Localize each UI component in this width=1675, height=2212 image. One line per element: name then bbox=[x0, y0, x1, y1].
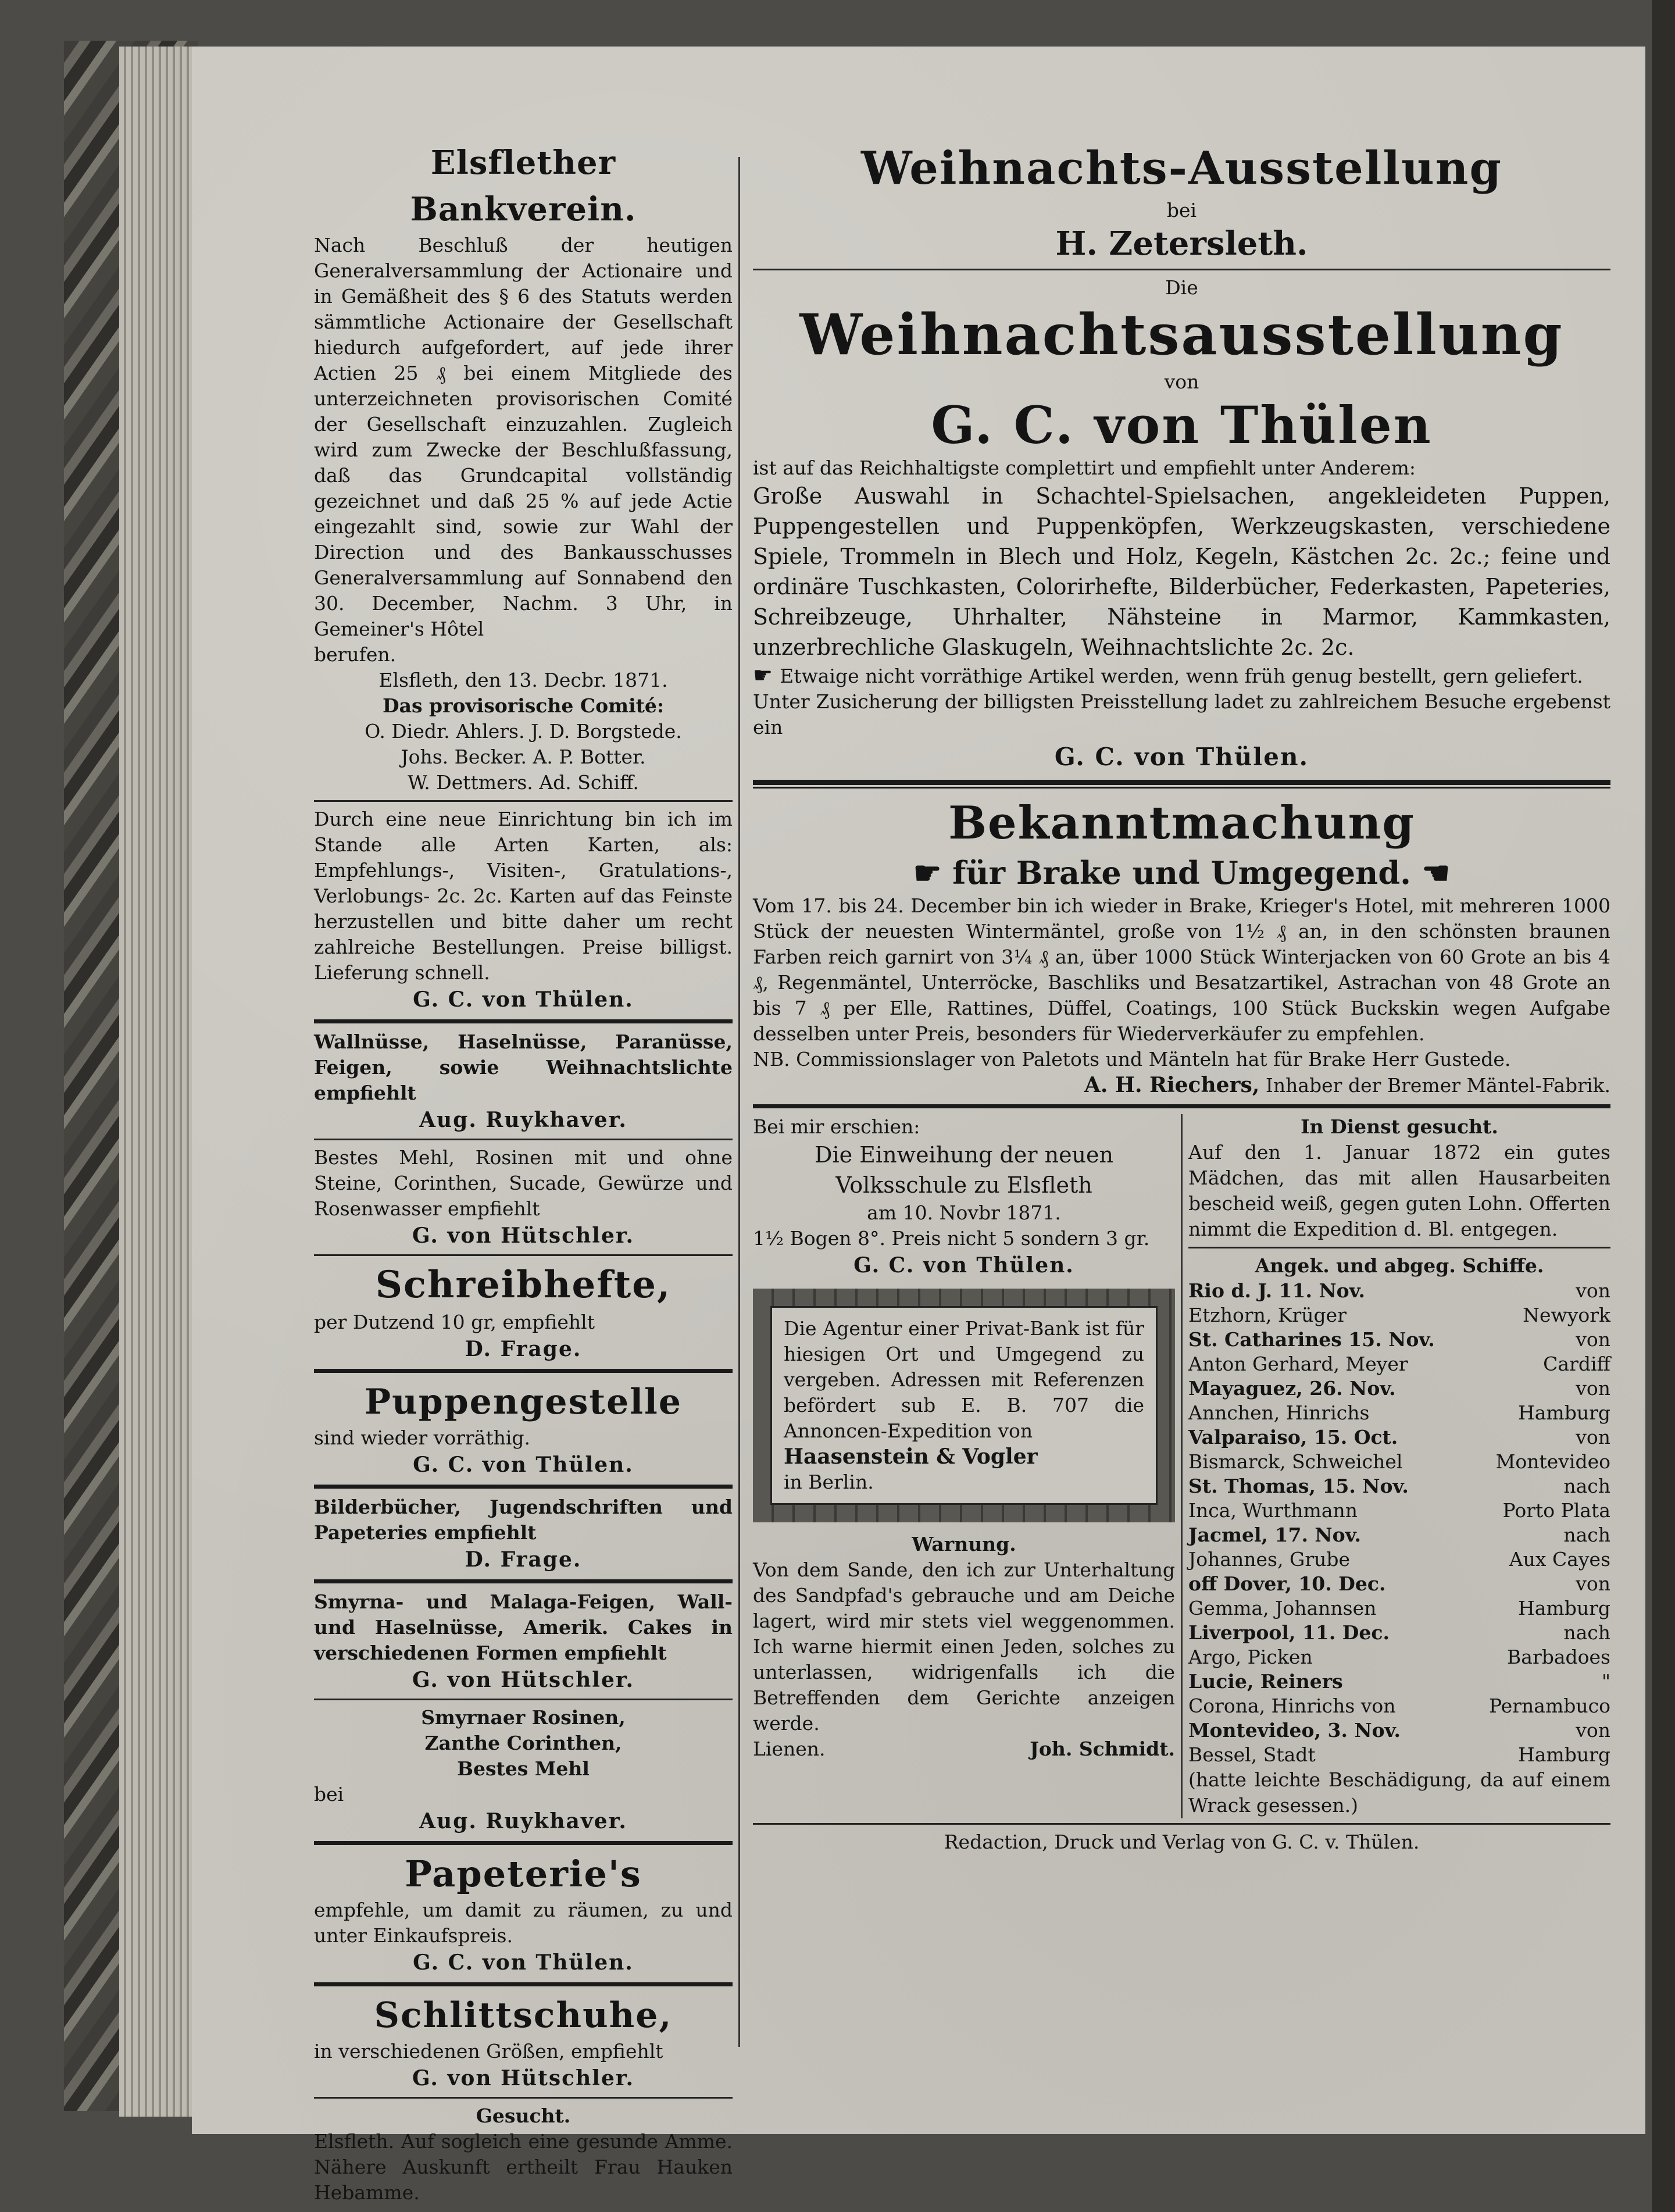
ad-body: Große Auswahl in Schachtel-Spielsachen, angekleideten Puppen, Puppengestellen und Puppenköpfen, Werkzeugskasten, verschiedene Spiele, Trommeln in Blech und Holz, Kegeln, Kästchen 2c. 2c.; feine und ordinäre Tuschkasten, Colorirhefte, Bilderbücher, Federkasten, Papeteries, Schreibzeuge, Uhrhalter, Nähsteine in Marmor, Kammkasten, unzerbrechliche Glaskugeln, Weihnachtslichte 2c. 2c. bbox=[753, 483, 1610, 660]
ad-privatbank-box bbox=[753, 1289, 1175, 1522]
ship-port: von bbox=[1576, 1377, 1610, 1400]
ad-title: Die Einweihung der neuen Volksschule zu Elsfleth bbox=[814, 1142, 1113, 1198]
ship-entry: Rio d. J. 11. Nov. bbox=[1188, 1279, 1365, 1302]
divider bbox=[314, 1841, 733, 1845]
ad-signature: G. C. von Thülen. bbox=[413, 1453, 634, 1477]
ad-city: in Berlin. bbox=[784, 1471, 874, 1493]
ship-port: von bbox=[1576, 1426, 1610, 1448]
ad-footer bbox=[753, 1736, 1175, 1762]
ship-row bbox=[1188, 1474, 1610, 1499]
ad-title: Puppengestelle bbox=[365, 1382, 682, 1422]
scan-border bbox=[1652, 0, 1675, 2212]
ship-entry: Etzhorn, Krüger bbox=[1188, 1304, 1347, 1326]
ship-entry: Annchen, Hinrichs bbox=[1188, 1401, 1370, 1424]
ad-signature: G. von Hütschler. bbox=[412, 1668, 635, 1692]
ad-text: berufen. bbox=[314, 643, 397, 666]
ship-port: Aux Cayes bbox=[1509, 1548, 1610, 1571]
ship-entry: Anton Gerhard, Meyer bbox=[1188, 1353, 1408, 1375]
ad-title: Weihnachtsausstellung bbox=[799, 302, 1564, 368]
ad-title: Elsflether Bankverein. bbox=[410, 144, 637, 229]
ad-title: Papeterie's bbox=[405, 1853, 642, 1895]
ship-port: von bbox=[1576, 1279, 1610, 1302]
column-rule bbox=[1181, 1114, 1183, 1818]
ad-signature: G. C. von Thülen. bbox=[413, 1950, 634, 1975]
divider bbox=[753, 780, 1610, 789]
ad-name: H. Zetersleth. bbox=[1055, 224, 1308, 263]
ad-signature: Joh. Schmidt. bbox=[1030, 1738, 1175, 1760]
ad-privatbank bbox=[770, 1306, 1158, 1505]
ship-entry: Liverpool, 11. Dec. bbox=[1188, 1621, 1390, 1644]
ad-subtitle bbox=[753, 852, 1610, 893]
ad-signature bbox=[753, 1072, 1610, 1098]
divider bbox=[314, 1019, 733, 1023]
ship-entry: Montevideo, 3. Nov. bbox=[1188, 1719, 1401, 1742]
ship-port: Newyork bbox=[1523, 1304, 1610, 1326]
ad-bilderbuecher bbox=[314, 1494, 733, 1574]
ad-line: Bestes Mehl bbox=[457, 1757, 590, 1780]
ships-note: (hatte leichte Beschädigung, da auf einem Wrack gesessen.) bbox=[1188, 1768, 1610, 1817]
ship-entry: Johannes, Grube bbox=[1188, 1548, 1351, 1571]
ship-row bbox=[1188, 1499, 1610, 1523]
ship-port: Cardiff bbox=[1543, 1353, 1610, 1375]
ad-date: am 10. Novbr 1871. bbox=[867, 1201, 1061, 1224]
divider bbox=[314, 1699, 733, 1700]
ship-entry: off Dover, 10. Dec. bbox=[1188, 1572, 1386, 1595]
ad-body: Smyrna- und Malaga-Feigen, Wall- und Haselnüsse, Amerik. Cakes in verschiedenen Formen empfiehlt bbox=[314, 1590, 733, 1664]
ad-text: Bei mir erschien: bbox=[753, 1115, 920, 1138]
ad-date: Elsfleth, den 13. Decbr. 1871. bbox=[378, 669, 668, 691]
divider bbox=[314, 1982, 733, 1986]
pointing-hand-icon: ☛ bbox=[913, 854, 953, 891]
ad-smyrna bbox=[314, 1589, 733, 1694]
ad-body: Wallnüsse, Haselnüsse, Paranüsse, Feigen, sowie Weihnachtslichte empfiehlt bbox=[314, 1030, 733, 1104]
ships-title: Angek. und abgeg. Schiffe. bbox=[1255, 1254, 1544, 1277]
ship-row bbox=[1188, 1572, 1610, 1596]
ship-port: Hamburg bbox=[1517, 1743, 1610, 1766]
ad-body: Von dem Sande, den ich zur Unterhaltung des Sandpfad's gebrauche und am Deiche lagert, wird mir stets viel weggenommen. Ich warne hiermit einen Jeden, solches zu unterlassen, widrigenfalls ich die Betreffenden dem Gerichte anzeigen werde. bbox=[753, 1558, 1175, 1735]
ship-entry: Argo, Picken bbox=[1188, 1646, 1313, 1668]
ad-note bbox=[753, 662, 1610, 689]
ship-entry: Lucie, Reiners bbox=[1188, 1670, 1343, 1693]
ad-signature: D. Frage. bbox=[465, 1337, 582, 1361]
ship-row bbox=[1188, 1621, 1610, 1645]
subcolumns bbox=[753, 1114, 1610, 1818]
ad-subtitle-text: für Brake und Umgegend. bbox=[952, 854, 1411, 891]
divider bbox=[753, 269, 1610, 270]
ship-row bbox=[1188, 1743, 1610, 1767]
ad-line: Smyrnaer Rosinen, bbox=[421, 1706, 626, 1729]
ad-signature: G. C. von Thülen. bbox=[1054, 743, 1309, 771]
ship-row bbox=[1188, 1669, 1610, 1694]
ad-body: Elsfleth. Auf sogleich eine gesunde Amme. Nähere Auskunft ertheilt Frau Hauken Hebamme. bbox=[314, 2130, 733, 2204]
ad-title: Weihnachts-Ausstellung bbox=[861, 142, 1502, 195]
ad-signature: G. von Hütschler. bbox=[412, 2066, 635, 2090]
pointing-hand-icon: ☛ bbox=[753, 662, 780, 688]
ship-row bbox=[1188, 1328, 1610, 1352]
ad-bekanntmachung bbox=[753, 794, 1610, 1098]
page-stack-edge bbox=[119, 47, 201, 2117]
ship-row bbox=[1188, 1401, 1610, 1425]
ad-firm: Haasenstein & Vogler bbox=[784, 1444, 1038, 1469]
ad-signature: G. C. von Thülen. bbox=[413, 987, 634, 1012]
ad-body: Nach Beschluß der heutigen Generalversammlung der Actionaire und in Gemäßheit des § 6 des Statuts werden sämmtliche Actionaire der Gesellschaft hiedurch aufgefordert, auf jede ihrer Actien 25 ₰ bei einem Mitgliede des unterzeichneten provisorischen Comité der Gesellschaft einzuzahlen. Zugleich wird zum Zwecke der Beschlußfassung, daß das Grundcapital vollständig gezeichnet und daß 25 % auf jede Actie eingezahlt sind, sowie zur Wahl der Direction und des Bankausschusses Generalversammlung auf Sonnabend den 30. December, Nachm. 3 Uhr, in Gemeiner's Hôtel bbox=[314, 234, 733, 640]
ad-papeteries bbox=[314, 1851, 733, 1976]
ad-title: Bekanntmachung bbox=[948, 797, 1415, 850]
ship-entry: Gemma, Johannsen bbox=[1188, 1597, 1377, 1619]
ship-port: nach bbox=[1563, 1621, 1610, 1644]
divider bbox=[314, 1139, 733, 1140]
ad-names: W. Dettmers. Ad. Schiff. bbox=[408, 771, 639, 794]
ad-body: Bestes Mehl, Rosinen mit und ohne Steine, Corinthen, Sucade, Gewürze und Rosenwasser empfiehlt bbox=[314, 1146, 733, 1220]
ad-weihnachtsausstellung-thuelen bbox=[753, 275, 1610, 774]
ship-port: Hamburg bbox=[1517, 1401, 1610, 1424]
ship-port: Montevideo bbox=[1495, 1450, 1610, 1473]
ship-entry: Valparaiso, 15. Oct. bbox=[1188, 1426, 1398, 1448]
ship-entry: Inca, Wurthmann bbox=[1188, 1499, 1358, 1522]
ad-text: Unter Zusicherung der billigsten Preisstellung ladet zu zahlreichem Besuche ergebenst ein bbox=[753, 690, 1610, 738]
ad-gesucht bbox=[314, 2103, 733, 2206]
ships-list bbox=[1188, 1279, 1610, 1767]
ad-names: Johs. Becker. A. P. Botter. bbox=[401, 745, 646, 768]
ad-body: Durch eine neue Einrichtung bin ich im Stande alle Arten Karten, als: Empfehlungs-, Visiten-, Gratulations-, Verlobungs- 2c. 2c. Karten auf das Feinste herzustellen und bitte daher um recht zahlreiche Bestellungen. Preise billigst. Lieferung schnell. bbox=[314, 808, 733, 984]
right-column bbox=[753, 140, 1610, 1855]
ad-body: in verschiedenen Größen, empfiehlt bbox=[314, 2040, 663, 2063]
ad-signature-name: A. H. Riechers, bbox=[1084, 1073, 1260, 1097]
divider bbox=[753, 1104, 1610, 1108]
ad-note: NB. Commissionslager von Paletots und Mänteln hat für Brake Herr Gustede. bbox=[753, 1048, 1511, 1071]
ad-title: Schlittschuhe, bbox=[374, 1995, 673, 2036]
ship-row bbox=[1188, 1450, 1610, 1474]
divider bbox=[314, 1485, 733, 1489]
subcolumn-left bbox=[753, 1114, 1175, 1818]
ad-body: Die Agentur einer Privat-Bank ist für hiesigen Ort und Umgegend zu vergeben. Adressen mit Referenzen befördert sub E. B. 707 die Annoncen-Expedition von bbox=[784, 1317, 1144, 1442]
ship-row bbox=[1188, 1425, 1610, 1450]
ship-row bbox=[1188, 1645, 1610, 1669]
ship-port: von bbox=[1576, 1572, 1610, 1595]
ad-signature: Aug. Ruykhaver. bbox=[419, 1108, 627, 1132]
ad-text: von bbox=[1164, 370, 1199, 393]
left-column bbox=[314, 140, 733, 2206]
page-footer: Redaction, Druck und Verlag von G. C. v. Thülen. bbox=[944, 1831, 1420, 1853]
ad-intro: ist auf das Reichhaltigste complettirt und empfiehlt unter Anderem: bbox=[753, 456, 1416, 479]
ship-port: nach bbox=[1563, 1475, 1610, 1497]
ad-text: Die bbox=[1165, 276, 1198, 299]
ad-committee: Das provisorische Comité: bbox=[382, 694, 665, 717]
ad-line: Zanthe Corinthen, bbox=[424, 1732, 622, 1754]
ad-signature-title: Inhaber der Bremer Mäntel-Fabrik. bbox=[1265, 1074, 1610, 1097]
ad-title: Warnung. bbox=[912, 1533, 1016, 1555]
ad-body: empfehle, um damit zu räumen, zu und unter Einkaufspreis. bbox=[314, 1899, 733, 1947]
divider bbox=[314, 1369, 733, 1373]
divider bbox=[314, 2097, 733, 2099]
ad-nuesse bbox=[314, 1029, 733, 1134]
ship-port: von bbox=[1576, 1719, 1610, 1742]
ad-place: Lienen. bbox=[753, 1738, 826, 1760]
ad-karten bbox=[314, 807, 733, 1014]
ship-port: von bbox=[1576, 1328, 1610, 1351]
ship-row bbox=[1188, 1523, 1610, 1547]
ad-names: O. Diedr. Ahlers. J. D. Borgstede. bbox=[365, 720, 682, 743]
ship-port: Hamburg bbox=[1517, 1597, 1610, 1619]
ship-entry: St. Thomas, 15. Nov. bbox=[1188, 1475, 1409, 1497]
ad-title: Gesucht. bbox=[476, 2104, 571, 2127]
ad-schlittschuhe bbox=[314, 1992, 733, 2092]
ad-title: Schreibhefte, bbox=[375, 1263, 672, 1307]
ship-row bbox=[1188, 1547, 1610, 1572]
ship-port: Barbadoes bbox=[1507, 1646, 1610, 1668]
ad-rosinen bbox=[314, 1705, 733, 1835]
ad-title: In Dienst gesucht. bbox=[1301, 1115, 1498, 1138]
ship-entry: St. Catharines 15. Nov. bbox=[1188, 1328, 1435, 1351]
divider bbox=[1188, 1247, 1610, 1248]
ad-body: Vom 17. bis 24. December bin ich wieder in Brake, Krieger's Hotel, mit mehreren 1000 Stück der neuesten Wintermäntel, große von 1½ ₰ an, in den schönsten braunen Farben reich garnirt von 3¼ ₰ an, über 1000 Stück Winterjacken von 60 Grote an bis 4 ₰, Regenmäntel, Unterröcke, Baschliks und Besatzartikel, Astrachan von 48 Grote an bis 7 ₰ per Elle, Rattines, Düffel, Coatings, 100 Stück Buckskin wegen Aufgabe desselben unter Preis, besonders für Wiederverkäufer zu empfehlen. bbox=[753, 894, 1610, 1045]
ship-entry: Mayaguez, 26. Nov. bbox=[1188, 1377, 1396, 1400]
divider bbox=[314, 800, 733, 802]
ship-entry: Jacmel, 17. Nov. bbox=[1188, 1524, 1361, 1546]
divider bbox=[753, 1823, 1610, 1825]
ad-schreibhefte bbox=[314, 1261, 733, 1363]
ad-puppengestelle bbox=[314, 1379, 733, 1479]
ad-mehl bbox=[314, 1145, 733, 1250]
divider bbox=[314, 1579, 733, 1583]
ad-bankverein bbox=[314, 140, 733, 795]
ad-body: Auf den 1. Januar 1872 ein gutes Mädchen, das mit allen Hausarbeiten bescheid weiß, gegen guten Lohn. Offerten nimmt die Expedition d. Bl. entgegen. bbox=[1188, 1141, 1610, 1240]
ship-row bbox=[1188, 1303, 1610, 1328]
ship-row bbox=[1188, 1694, 1610, 1718]
ship-port: " bbox=[1601, 1670, 1610, 1693]
ad-signature: D. Frage. bbox=[465, 1547, 582, 1572]
ad-name: G. C. von Thülen bbox=[931, 395, 1433, 455]
ship-row bbox=[1188, 1376, 1610, 1401]
divider bbox=[314, 1254, 733, 1256]
ad-signature: Aug. Ruykhaver. bbox=[419, 1809, 627, 1833]
column-rule bbox=[738, 157, 740, 2047]
ad-ausstellung-zetersleth bbox=[753, 140, 1610, 264]
ad-body: Bilderbücher, Jugendschriften und Papeteries empfiehlt bbox=[314, 1496, 733, 1544]
ad-note-text: Etwaige nicht vorräthige Artikel werden, wenn früh genug bestellt, gern geliefert. bbox=[780, 665, 1583, 687]
ad-text: bei bbox=[314, 1783, 344, 1806]
ship-row bbox=[1188, 1352, 1610, 1376]
ship-port: Porto Plata bbox=[1502, 1499, 1610, 1522]
ad-text: bei bbox=[1166, 199, 1197, 222]
ship-row bbox=[1188, 1718, 1610, 1743]
ship-entry: Corona, Hinrichs von bbox=[1188, 1694, 1396, 1717]
ad-signature: G. von Hütschler. bbox=[412, 1223, 635, 1248]
ship-row bbox=[1188, 1279, 1610, 1303]
ship-row bbox=[1188, 1596, 1610, 1621]
pointing-hand-icon: ☚ bbox=[1410, 854, 1451, 891]
ship-port: nach bbox=[1563, 1524, 1610, 1546]
ad-body: sind wieder vorräthig. bbox=[314, 1426, 531, 1449]
ship-entry: Bessel, Stadt bbox=[1188, 1743, 1316, 1766]
ad-price: 1½ Bogen 8°. Preis nicht 5 sondern 3 gr. bbox=[753, 1227, 1150, 1250]
page-content bbox=[314, 140, 1610, 2204]
ad-signature: G. C. von Thülen. bbox=[853, 1253, 1074, 1278]
subcolumn-right bbox=[1188, 1114, 1610, 1818]
ship-entry: Bismarck, Schweichel bbox=[1188, 1450, 1403, 1473]
ad-body: per Dutzend 10 gr, empfiehlt bbox=[314, 1311, 595, 1333]
ship-port: Pernambuco bbox=[1489, 1694, 1610, 1717]
